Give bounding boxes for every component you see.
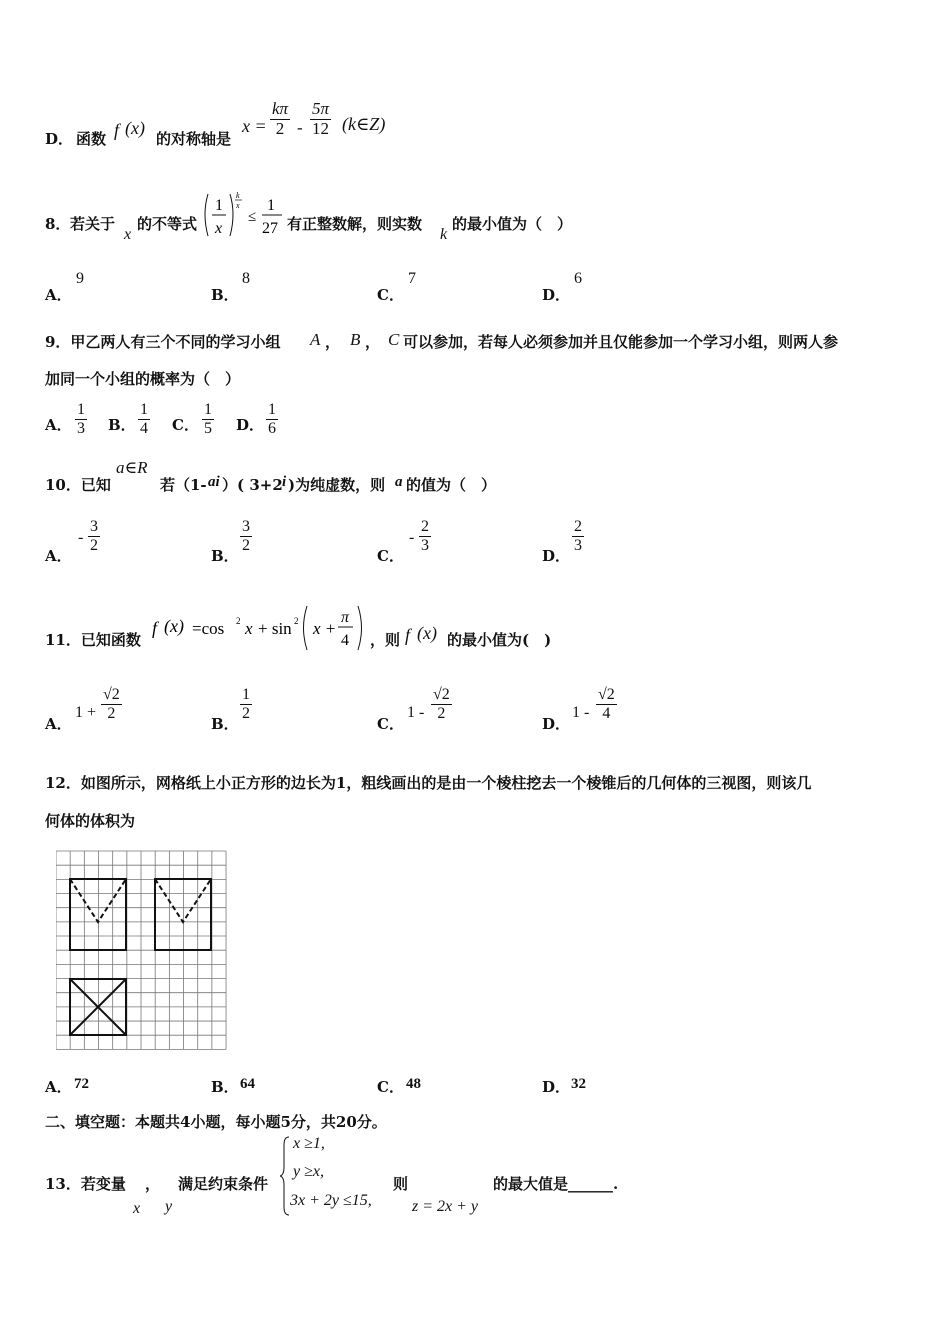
question-text: 的不等式 xyxy=(137,215,198,233)
question-text: 9．甲乙两人有三个不同的学习小组 xyxy=(45,333,281,351)
option-value: 9 xyxy=(76,270,84,287)
math-var: y xyxy=(165,1198,173,1215)
base-numerator: 1 xyxy=(215,197,223,214)
separator: ， xyxy=(365,333,381,351)
math-condition: a∈R xyxy=(116,458,148,477)
question-text: 若（1- xyxy=(160,476,207,494)
question-text: 的值为（ ） xyxy=(406,476,497,494)
func-arg: (x) xyxy=(164,616,184,636)
option-fraction: $\frac{√2}{4}$ xyxy=(598,686,615,722)
math-var: x xyxy=(124,226,132,243)
option-label: D． xyxy=(542,715,571,733)
math-var: B xyxy=(350,330,361,349)
inner-x: x + xyxy=(313,619,337,638)
side-view-outline xyxy=(155,879,211,950)
option-value: 72 xyxy=(74,1076,89,1092)
option-sign: - xyxy=(409,529,415,546)
function-expression xyxy=(148,600,380,656)
question-text: 10．已知 xyxy=(45,476,111,494)
math-var: a xyxy=(395,474,403,490)
option-prefix: 1 + xyxy=(75,704,97,721)
constraint-2: y ≥x, xyxy=(293,1163,324,1180)
option-fraction: $\frac{1}{3}$ xyxy=(77,401,85,437)
option-fraction: $\frac{1}{5}$ xyxy=(204,401,212,437)
question-text: 11．已知函数 xyxy=(45,631,141,649)
sin-term: + sin xyxy=(258,619,292,638)
option-label: A． xyxy=(45,416,72,434)
option-label: B． xyxy=(211,547,239,565)
math-var: ai xyxy=(208,474,220,490)
question-text: ，则 xyxy=(370,631,401,649)
option-label: C． xyxy=(377,286,404,304)
math-x-eq: x = xyxy=(242,116,267,136)
option-sign: - xyxy=(78,529,84,546)
option-value: 32 xyxy=(571,1076,586,1092)
option-label: A． xyxy=(45,1078,72,1096)
leq-sign: ≤ xyxy=(248,209,257,225)
option-label: D． xyxy=(542,547,571,565)
func-name: f xyxy=(152,618,158,638)
question-text: 13．若变量 xyxy=(45,1175,126,1193)
option-label: D． xyxy=(236,416,265,434)
option-label: D． xyxy=(542,1078,571,1096)
question-text: 12．如图所示，网格纸上小正方形的边长为1，粗线画出的是由一个棱柱挖去一个棱锥后的几何体的三视图，则该几 xyxy=(45,774,812,792)
option-value: 6 xyxy=(574,270,582,287)
separator: ， xyxy=(145,1175,161,1193)
fraction: $\frac{k\pi}{2}$ xyxy=(272,99,289,138)
option-fraction: $\frac{1}{6}$ xyxy=(268,401,276,437)
option-label: C． xyxy=(377,1078,404,1096)
cos-arg: x xyxy=(245,619,253,638)
question-text: 的对称轴是 xyxy=(156,130,232,148)
front-view-hidden-lines xyxy=(70,879,126,922)
option-fraction: $\frac{2}{3}$ xyxy=(574,518,582,554)
inequality-expression xyxy=(200,188,290,244)
three-view-figure xyxy=(56,850,228,1052)
objective-expression: z = 2x + y xyxy=(412,1198,479,1215)
rhs-denominator: 27 xyxy=(262,220,278,237)
pi-denominator: 4 xyxy=(341,632,349,649)
question-text: 可以参加，若每人必须参加并且仅能参加一个学习小组，则两人参 xyxy=(403,333,839,351)
fraction: $\frac{5\pi}{12}$ xyxy=(312,99,330,138)
option-value: 48 xyxy=(406,1076,421,1092)
question-text: 则 xyxy=(393,1175,409,1193)
option-prefix: 1 - xyxy=(407,704,425,721)
option-label: D． xyxy=(45,130,74,148)
option-label: A． xyxy=(45,286,72,304)
option-fraction: $\frac{√2}{2}$ xyxy=(103,686,120,722)
sin-power: 2 xyxy=(294,616,299,626)
option-label: C． xyxy=(377,547,404,565)
option-fraction: $\frac{3}{2}$ xyxy=(242,518,250,554)
math-var: i xyxy=(282,474,287,490)
question-text: )为纯虚数，则 xyxy=(288,476,386,494)
constraint-3: 3x + 2y ≤15, xyxy=(290,1192,372,1209)
math-fx: (x) xyxy=(417,623,437,643)
option-fraction: $\frac{2}{3}$ xyxy=(421,518,429,554)
pi-numerator: π xyxy=(341,609,350,626)
separator: ， xyxy=(325,333,341,351)
question-text: 的最小值为( ) xyxy=(447,631,552,649)
rhs-numerator: 1 xyxy=(267,197,275,214)
base-denominator: x xyxy=(215,220,223,237)
question-text: 的最小值为（ ） xyxy=(452,215,573,233)
option-fraction: $\frac{1}{2}$ xyxy=(242,686,250,722)
option-value: 7 xyxy=(408,270,416,287)
option-fraction: $\frac{3}{2}$ xyxy=(90,518,98,554)
option-fraction: $\frac{√2}{2}$ xyxy=(433,686,450,722)
section-heading: 二、填空题：本题共4小题，每小题5分，共20分。 xyxy=(45,1113,387,1131)
option-value: 8 xyxy=(242,270,250,287)
option-label: B． xyxy=(211,715,239,733)
math-f: f xyxy=(114,120,120,140)
exp-numerator: k xyxy=(236,191,240,200)
question-text: 满足约束条件 xyxy=(178,1175,269,1193)
option-prefix: 1 - xyxy=(572,704,590,721)
option-label: A． xyxy=(45,715,72,733)
cos-power: 2 xyxy=(236,616,241,626)
math-k-in-z: (k∈Z) xyxy=(342,114,386,134)
option-label: D． xyxy=(542,286,571,304)
question-text: 若关于 xyxy=(70,215,116,233)
option-label: B． xyxy=(211,1078,239,1096)
math-fx: (x) xyxy=(125,118,145,138)
math-var: A xyxy=(310,330,321,349)
math-minus: - xyxy=(297,118,303,137)
exp-denominator: x xyxy=(236,201,240,210)
math-var: C xyxy=(388,330,400,349)
math-var: x xyxy=(133,1200,141,1217)
option-label: C． xyxy=(172,416,199,434)
question-text: 有正整数解，则实数 xyxy=(287,215,423,233)
option-label: B． xyxy=(211,286,239,304)
option-value: 64 xyxy=(240,1076,255,1092)
question-text: 何体的体积为 xyxy=(45,812,136,830)
front-view-outline xyxy=(70,879,126,950)
question-text: 的最大值是______. xyxy=(493,1175,619,1193)
constraint-1: x ≥1, xyxy=(293,1135,325,1152)
option-label: C． xyxy=(377,715,404,733)
cos-term: =cos xyxy=(192,619,225,638)
math-var: k xyxy=(440,226,448,243)
question-number: 8． xyxy=(45,215,71,233)
option-label: B． xyxy=(108,416,136,434)
question-text: ）( 3+2 xyxy=(222,476,283,494)
option-label: A． xyxy=(45,547,72,565)
option-fraction: $\frac{1}{4}$ xyxy=(140,401,148,437)
question-text: 加同一个小组的概率为（ ） xyxy=(45,370,241,388)
question-text: 函数 xyxy=(76,130,107,148)
side-view-hidden-lines xyxy=(155,879,211,922)
math-f: f xyxy=(405,625,411,645)
